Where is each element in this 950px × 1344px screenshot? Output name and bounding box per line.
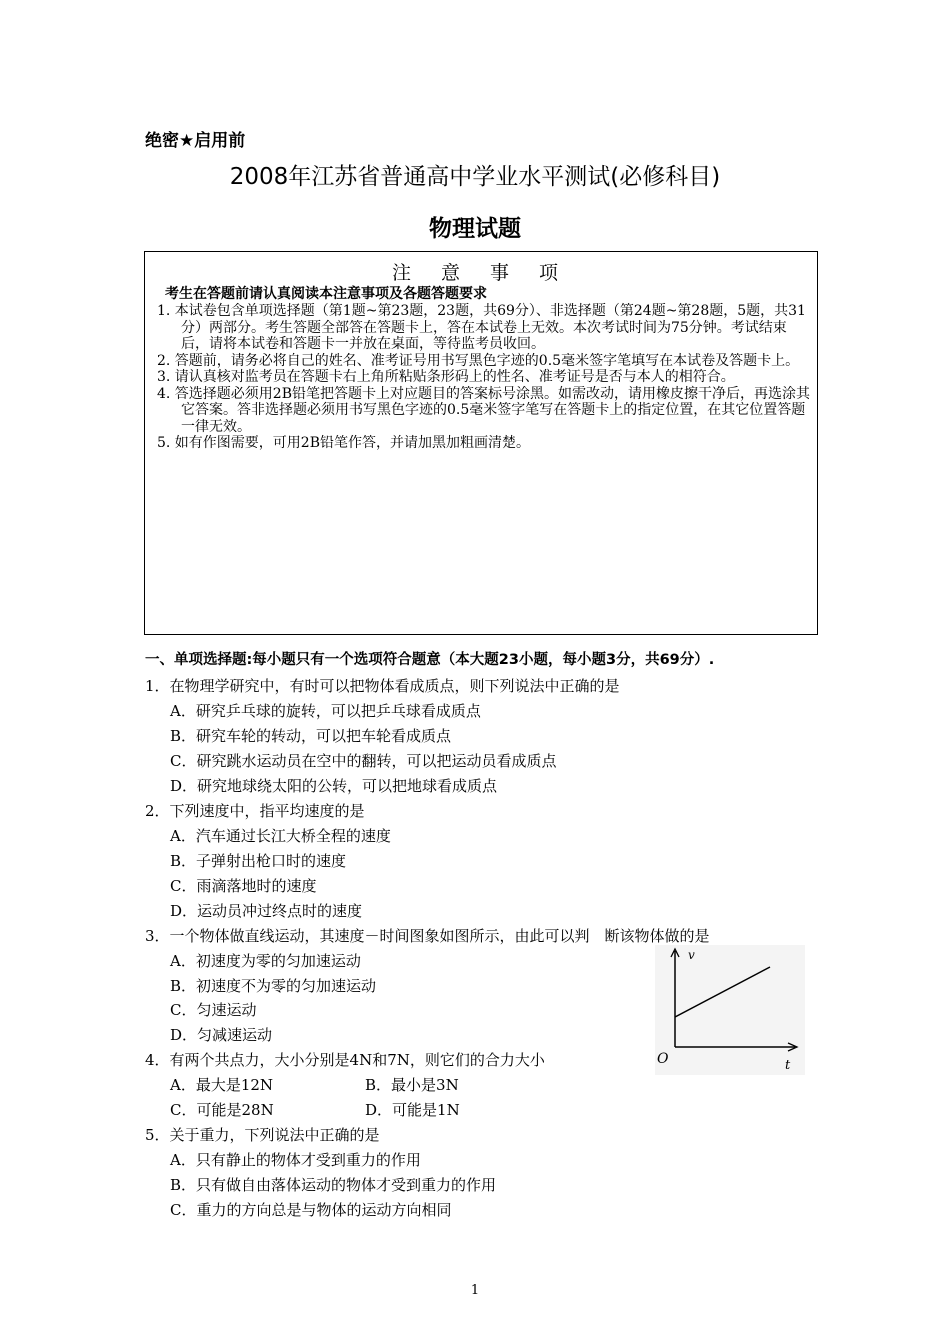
question-stem: 2．下列速度中，指平均速度的是	[145, 802, 365, 820]
origin-label: O	[657, 1051, 669, 1067]
question-stem: 4．有两个共点力，大小分别是4N和7N，则它们的合力大小	[145, 1051, 545, 1069]
question-option: B．最小是3N	[365, 1076, 459, 1094]
page-number: 1	[470, 1283, 480, 1298]
exam-subject: 物理试题	[429, 216, 521, 242]
question-option: D．可能是1N	[365, 1101, 460, 1119]
question-option: D．研究地球绕太阳的公转，可以把地球看成质点	[170, 777, 498, 795]
question-stem: 1．在物理学研究中，有时可以把物体看成质点，则下列说法中正确的是	[145, 677, 620, 695]
question-option: A．初速度为零的匀加速运动	[170, 952, 361, 970]
notice-item: 5. 如有作图需要，可用2B铅笔作答，并请加黑加粗画清楚。	[157, 435, 531, 451]
question-option: B．子弹射出枪口时的速度	[170, 852, 347, 870]
question-option: C．研究跳水运动员在空中的翻转，可以把运动员看成质点	[170, 752, 557, 770]
question-option: A．研究乒乓球的旋转，可以把乒乓球看成质点	[170, 702, 481, 720]
question-option: A．汽车通过长江大桥全程的速度	[170, 827, 391, 845]
question-stem: 5．关于重力，下列说法中正确的是	[145, 1126, 380, 1144]
velocity-time-graph	[655, 945, 805, 1075]
notice-list	[157, 303, 812, 452]
question-option: B．只有做自由落体运动的物体才受到重力的作用	[170, 1176, 497, 1194]
question-option: B．研究车轮的转动，可以把车轮看成质点	[170, 727, 452, 745]
notice-item: 1. 本试卷包含单项选择题（第1题~第23题，23题，共69分）、非选择题（第24题~第28题，5题，共31分）两部分。考生答题全部答在答题卡上，答在本试卷上无效。本次考试时间为75分钟。考试结束后，请将本试卷和答题卡一并放在桌面，等待监考员收回。	[157, 303, 806, 352]
question-option: B．初速度不为零的匀加速运动	[170, 977, 377, 995]
exam-title: 2008年江苏省普通高中学业水平测试(必修科目)	[229, 164, 721, 190]
question-stem: 3．一个物体做直线运动，其速度－时间图象如图所示，由此可以判 断该物体做的是	[145, 927, 710, 945]
t-axis-label: t	[785, 1058, 791, 1073]
graph-background	[655, 945, 805, 1075]
notice-subtitle: 考生在答题前请认真阅读本注意事项及各题答题要求	[165, 286, 487, 302]
notice-item: 4. 答选择题必须用2B铅笔把答题卡上对应题目的答案标号涂黑。如需改动，请用橡皮擦干净后，再选涂其它答案。答非选择题必须用书写黑色字迹的0.5毫米签字笔写在答题卡上的指定位置，在其它位置答题一律无效。	[157, 385, 811, 435]
question-option: D．匀减速运动	[170, 1026, 273, 1044]
question-option: C．匀速运动	[170, 1001, 257, 1019]
section-heading: 一、单项选择题:每小题只有一个选项符合题意（本大题23小题，每小题3分，共69分）.	[145, 652, 715, 668]
question-option: C．重力的方向总是与物体的运动方向相同	[170, 1201, 452, 1219]
question-option: A．只有静止的物体才受到重力的作用	[170, 1151, 421, 1169]
question-option: C．雨滴落地时的速度	[170, 877, 317, 895]
notice-item: 2. 答题前，请务必将自己的姓名、准考证号用书写黑色字迹的0.5毫米签字笔填写在本试卷及答题卡上。	[157, 352, 800, 369]
v-axis-label: v	[688, 948, 695, 962]
confidential-label: 绝密★启用前	[145, 131, 246, 151]
notice-item: 3. 请认真核对监考员在答题卡右上角所粘贴条形码上的性名、准考证号是否与本人的相符合。	[157, 369, 735, 385]
question-option: C．可能是28N	[170, 1101, 274, 1119]
notice-title: 注 意 事 项	[391, 262, 571, 284]
question-option: A．最大是12N	[170, 1076, 274, 1094]
notice-box	[144, 251, 818, 635]
question-option: D．运动员冲过终点时的速度	[170, 902, 363, 920]
